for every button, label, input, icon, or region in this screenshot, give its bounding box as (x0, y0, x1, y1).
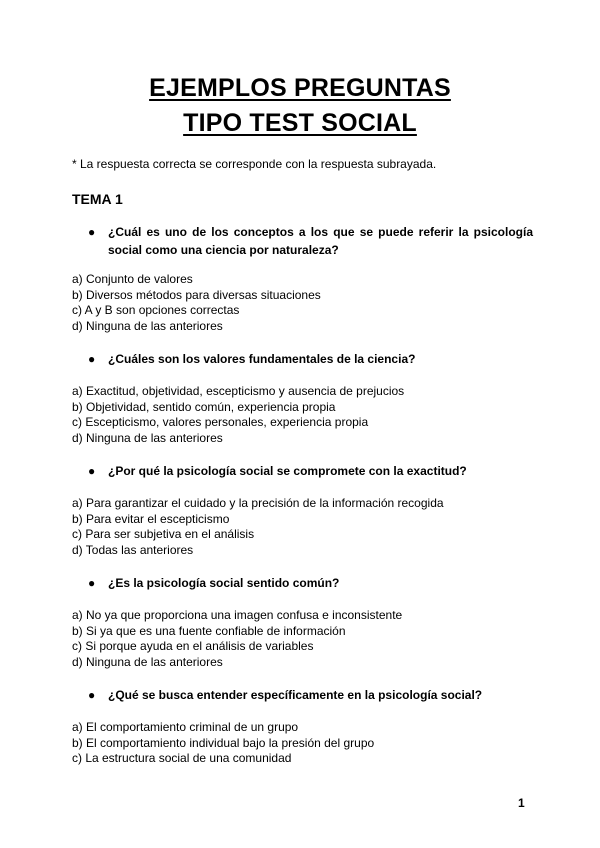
option-d: d) Ninguna de las anteriores (72, 654, 223, 669)
question-2 (88, 350, 533, 368)
question-text: ¿Qué se busca entender específicamente en la psicología social? (108, 688, 483, 702)
section-title: TEMA 1 (72, 191, 123, 207)
options-list-4 (72, 608, 402, 670)
option-a: a) Exactitud, objetividad, escepticismo y ausencia de prejucios (72, 384, 405, 398)
option-a: a) No ya que proporciona una imagen confusa e inconsistente (72, 608, 403, 622)
option-d: d) Ninguna de las anteriores (72, 318, 223, 333)
question-text: ¿Por qué la psicología social se compromete con la exactitud? (108, 464, 467, 478)
option-a: a) El comportamiento criminal de un grupo (72, 720, 299, 734)
document-title-line-1: EJEMPLOS PREGUNTAS (149, 74, 451, 102)
options-list-5 (72, 720, 374, 767)
bullet-icon: ● (88, 464, 96, 478)
question-5 (88, 686, 533, 704)
options-list-2 (72, 384, 404, 446)
document-title-line-2: TIPO TEST SOCIAL (183, 109, 417, 137)
option-c: c) Si porque ayuda en el análisis de variables (72, 639, 314, 654)
question-3 (88, 462, 533, 480)
answer-note: * La respuesta correcta se corresponde con la respuesta subrayada. (72, 157, 437, 171)
question-4 (88, 574, 533, 592)
question-1 (88, 223, 533, 259)
option-a: a) Para garantizar el cuidado y la precisión de la información recogida (72, 496, 444, 510)
bullet-icon: ● (88, 688, 96, 702)
option-d: d) Ninguna de las anteriores (72, 430, 223, 445)
page-number: 1 (518, 796, 525, 810)
bullet-icon: ● (88, 352, 96, 366)
bullet-icon: ● (88, 225, 96, 239)
option-a: a) Conjunto de valores (72, 272, 193, 286)
option-c: c) La estructura social de una comunidad (72, 751, 292, 766)
option-b: b) Si ya que es una fuente confiable de información (72, 623, 346, 638)
bullet-icon: ● (88, 576, 96, 590)
option-b: b) Para evitar el escepticismo (72, 511, 230, 526)
option-c: c) Escepticismo, valores personales, experiencia propia (72, 415, 369, 430)
question-text: ¿Es la psicología social sentido común? (108, 576, 340, 590)
option-d: d) Todas las anteriores (72, 542, 194, 557)
option-b: b) Diversos métodos para diversas situaciones (72, 287, 321, 302)
option-b: b) El comportamiento individual bajo la presión del grupo (72, 735, 375, 750)
question-text: ¿Cuál es uno de los conceptos a los que se puede referir la psicología social como una ciencia por naturaleza? (108, 225, 533, 257)
question-text: ¿Cuáles son los valores fundamentales de la ciencia? (108, 352, 416, 366)
option-b: b) Objetividad, sentido común, experiencia propia (72, 399, 336, 414)
options-list-1 (72, 272, 321, 334)
option-c: c) A y B son opciones correctas (72, 303, 240, 318)
option-c: c) Para ser subjetiva en el análisis (72, 527, 255, 542)
options-list-3 (72, 496, 444, 558)
